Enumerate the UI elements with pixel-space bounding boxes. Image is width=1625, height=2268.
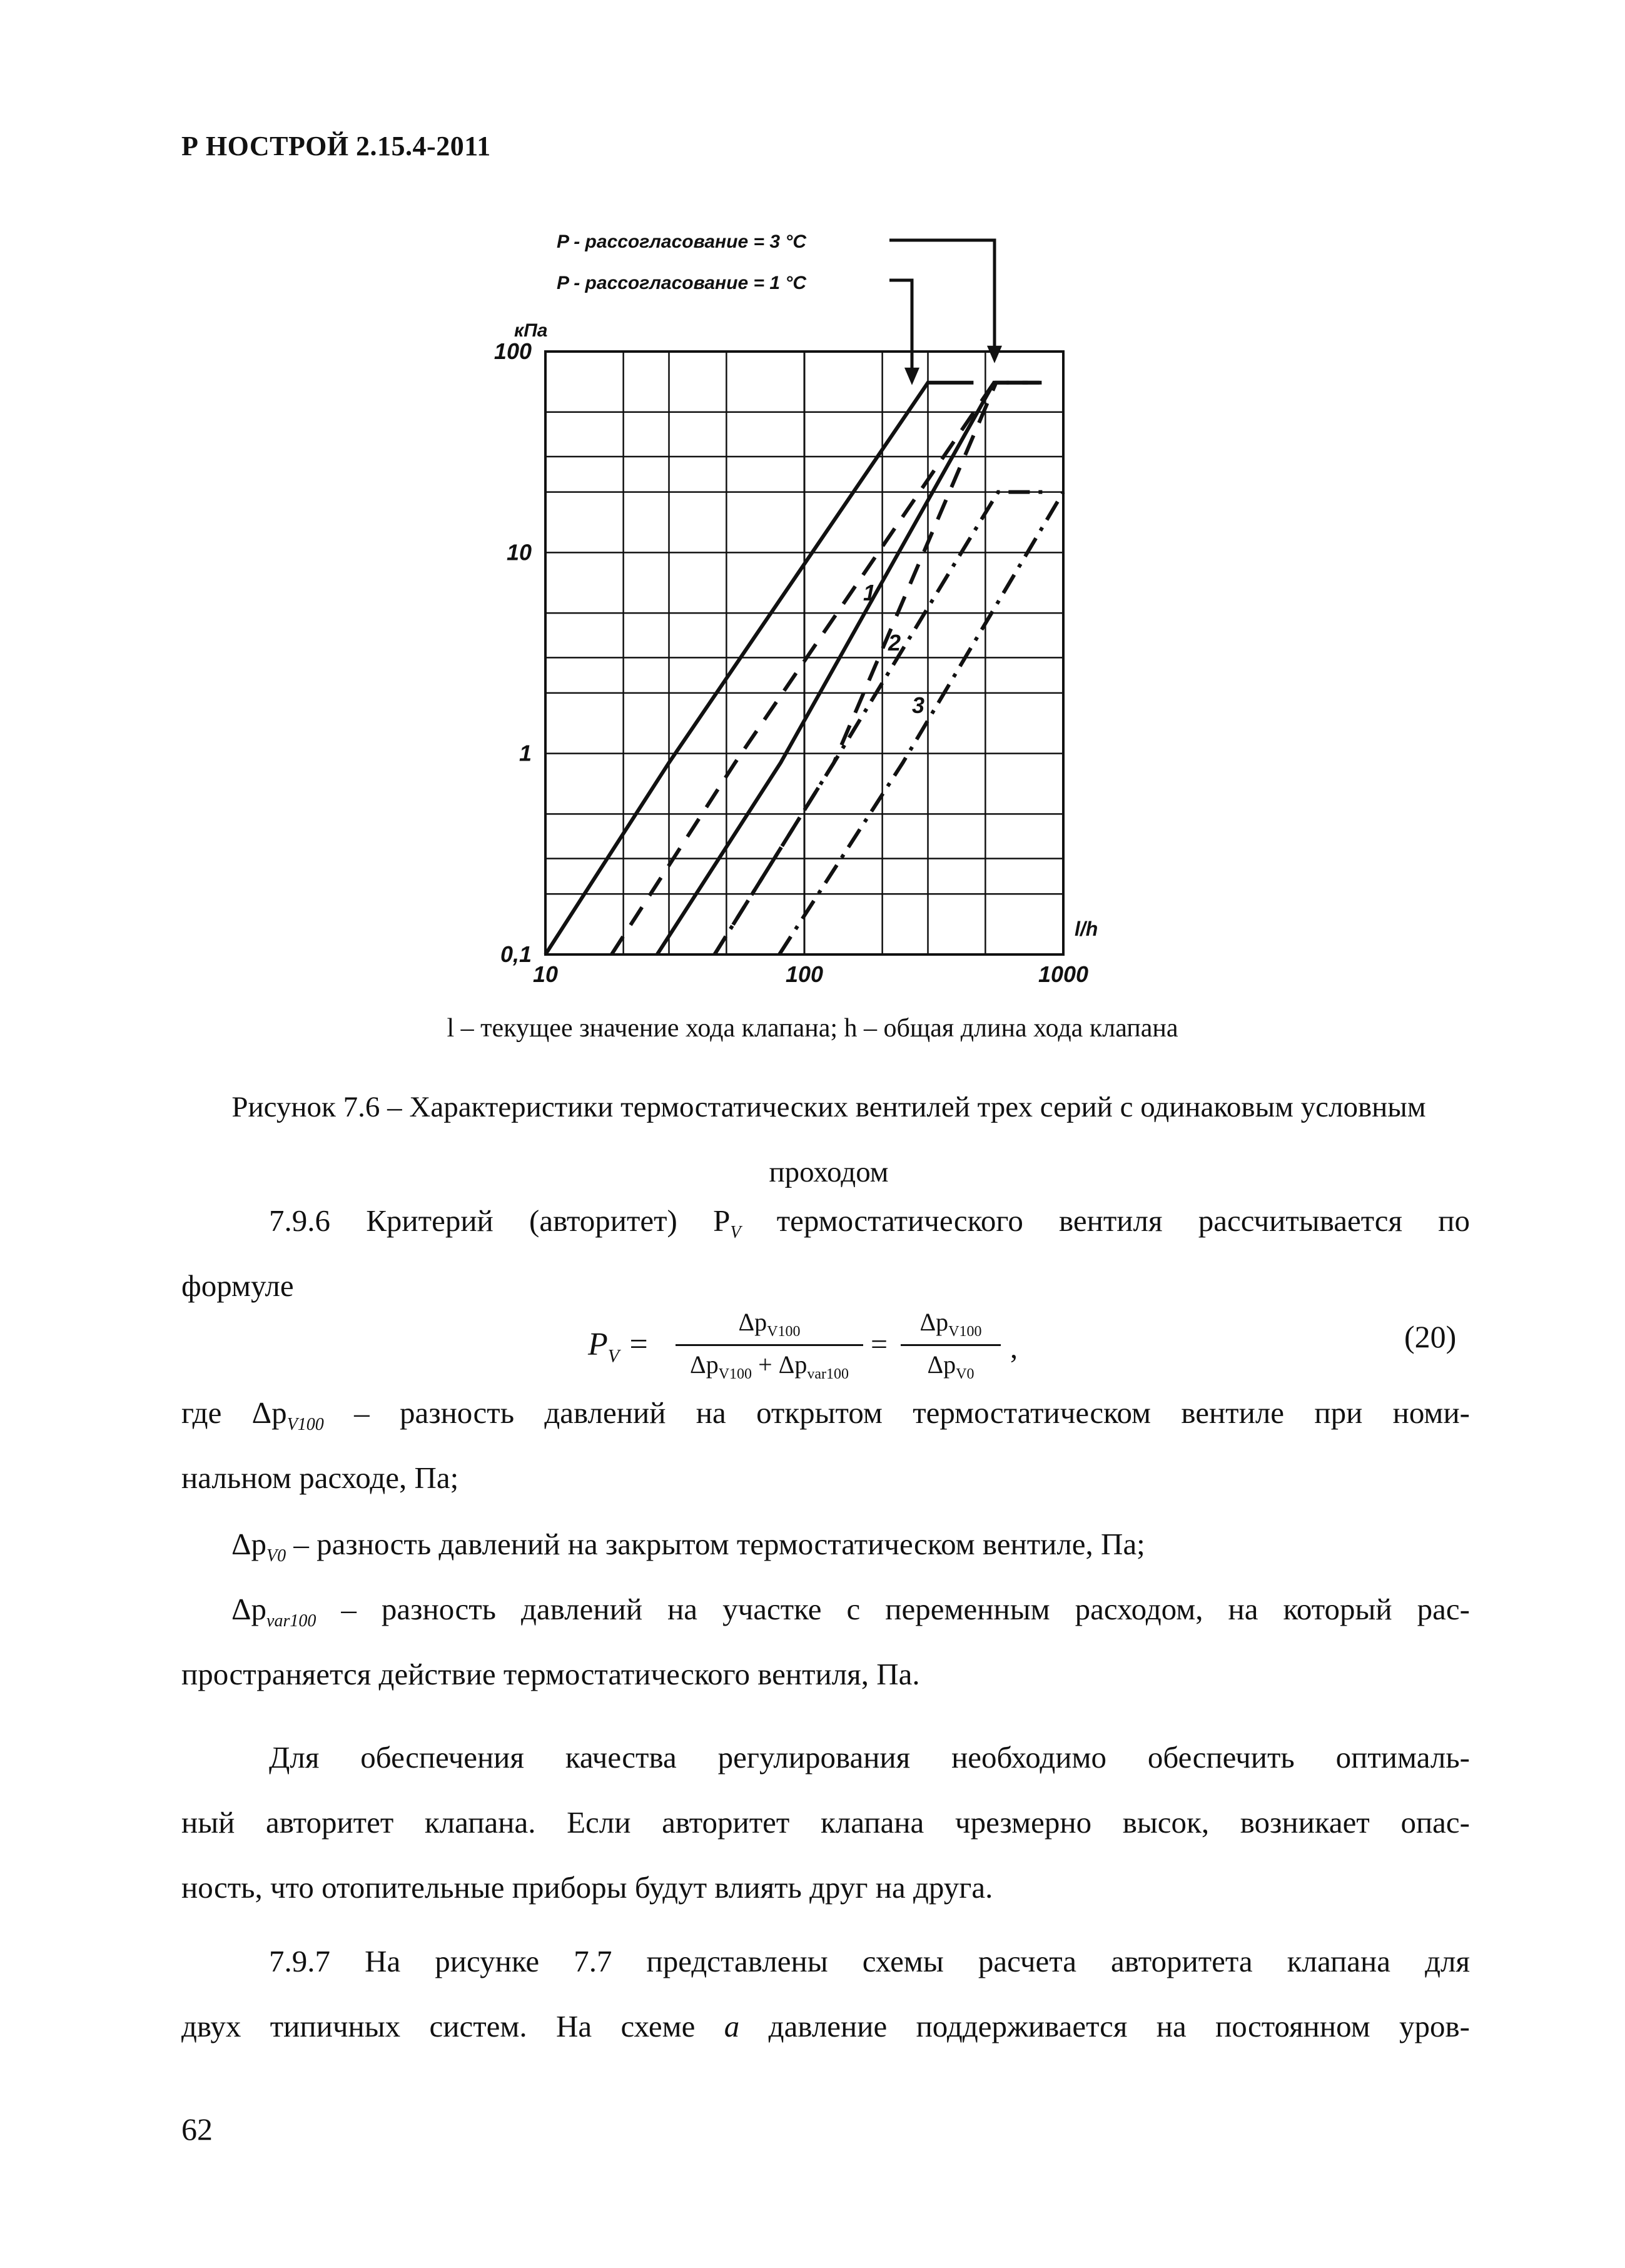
curve-label-3: 3 xyxy=(912,692,925,718)
paragraph-regulation-l1: Для обеспечения качества регулирования необходимо обеспечить оптималь- xyxy=(269,1740,1470,1774)
y-tick-label: 1 xyxy=(519,740,532,766)
series-line-2-dashed xyxy=(714,383,1041,954)
y-tick-label: 100 xyxy=(494,338,532,364)
arrowhead-3c xyxy=(987,346,1002,363)
series-line-1-dashed xyxy=(612,383,1040,954)
y-tick-label: 0,1 xyxy=(500,941,532,967)
paragraph-7-9-7-l1: 7.9.7 На рисунке 7.7 представлены схемы расчета авторитета клапана для xyxy=(269,1944,1470,1978)
chart-tick-labels xyxy=(494,320,1098,987)
paragraph-7-9-6-line2: формуле xyxy=(181,1268,294,1303)
arrow-3c xyxy=(889,240,995,355)
formula-fraction-2: $\Delta p_{V100}$ $\Delta p_{V0}$ xyxy=(901,1307,1001,1383)
arrow-1c xyxy=(889,280,912,377)
formula-equals: = xyxy=(871,1328,888,1361)
formula-comma: , xyxy=(1010,1332,1018,1365)
paragraph-7-9-6: 7.9.6 Критерий (авторитет) $P_V$ термостатического вентиля рассчитывается по xyxy=(269,1203,1470,1242)
definition-dp-var100-line2: пространяется действие термостатического вентиля, Па. xyxy=(181,1657,920,1691)
curve-label-2: 2 xyxy=(888,630,901,656)
figure-caption: Рисунок 7.6 – Характеристики термостатических вентилей трех серий с одинаковым условным проходом xyxy=(231,1091,1426,1188)
chart-grid xyxy=(545,352,1063,954)
series-line-3-dash-dot xyxy=(779,492,1063,954)
figure-note-text: l – текущее значение хода клапана; h – общая длина хода клапана xyxy=(447,1014,1178,1043)
curve-label-1: 1 xyxy=(863,580,876,605)
definition-dp-v0: $\Delta p_{V0}$ – разность давлений на закрытом термостатическом вентиле, Па; xyxy=(231,1527,1145,1566)
series-line-3-dash-dot xyxy=(714,492,1043,954)
definition-dp-var100: $\Delta p_{var100}$ – разность давлений на участке с переменным расходом, на который рас- xyxy=(231,1592,1470,1631)
y-axis-label: кПа xyxy=(514,320,548,341)
definition-dp-v100-line2: нальном расходе, Па; xyxy=(181,1461,459,1495)
page-number: 62 xyxy=(181,2112,213,2147)
x-axis-label: l/h xyxy=(1075,918,1098,940)
paragraph-regulation-l3: ность, что отопительные приборы будут влиять друг на друга. xyxy=(181,1870,993,1905)
valve-characteristics-chart xyxy=(375,213,1126,1001)
arrowhead-1c xyxy=(904,368,919,385)
paragraph-7-9-7-l2: двух типичных систем. На схеме а давление поддерживается на постоянном уров- xyxy=(181,2009,1470,2043)
paragraph-regulation-l2: ный авторитет клапана. Если авторитет клапана чрезмерно высок, возникает опас- xyxy=(181,1805,1470,1840)
annotation-deviation-3c: P - рассогласование = 3 °C xyxy=(557,231,807,252)
y-tick-label: 10 xyxy=(506,539,532,565)
formula-fraction-1: $\Delta p_{V100}$ $\Delta p_{V100} + \Delta p_{var100}$ xyxy=(676,1307,863,1383)
x-tick-label: 100 xyxy=(785,961,824,987)
formula-lhs: $P_V$ = xyxy=(588,1327,650,1367)
annotation-deviation-1c: P - рассогласование = 1 °C xyxy=(557,273,807,293)
figure-note xyxy=(0,1013,1625,1043)
x-tick-label: 10 xyxy=(532,961,559,987)
definition-dp-v100: где $\Delta p_{V100}$ – разность давлений на открытом термостатическом вентиле при номи- xyxy=(181,1395,1470,1434)
series-line-1-solid xyxy=(545,383,973,954)
equation-number: (20) xyxy=(1404,1319,1457,1354)
series-line-2-solid xyxy=(657,383,1040,954)
x-tick-label: 1000 xyxy=(1038,961,1089,987)
document-header: Р НОСТРОЙ 2.15.4-2011 xyxy=(181,131,491,161)
formula-20 xyxy=(588,1301,1038,1395)
